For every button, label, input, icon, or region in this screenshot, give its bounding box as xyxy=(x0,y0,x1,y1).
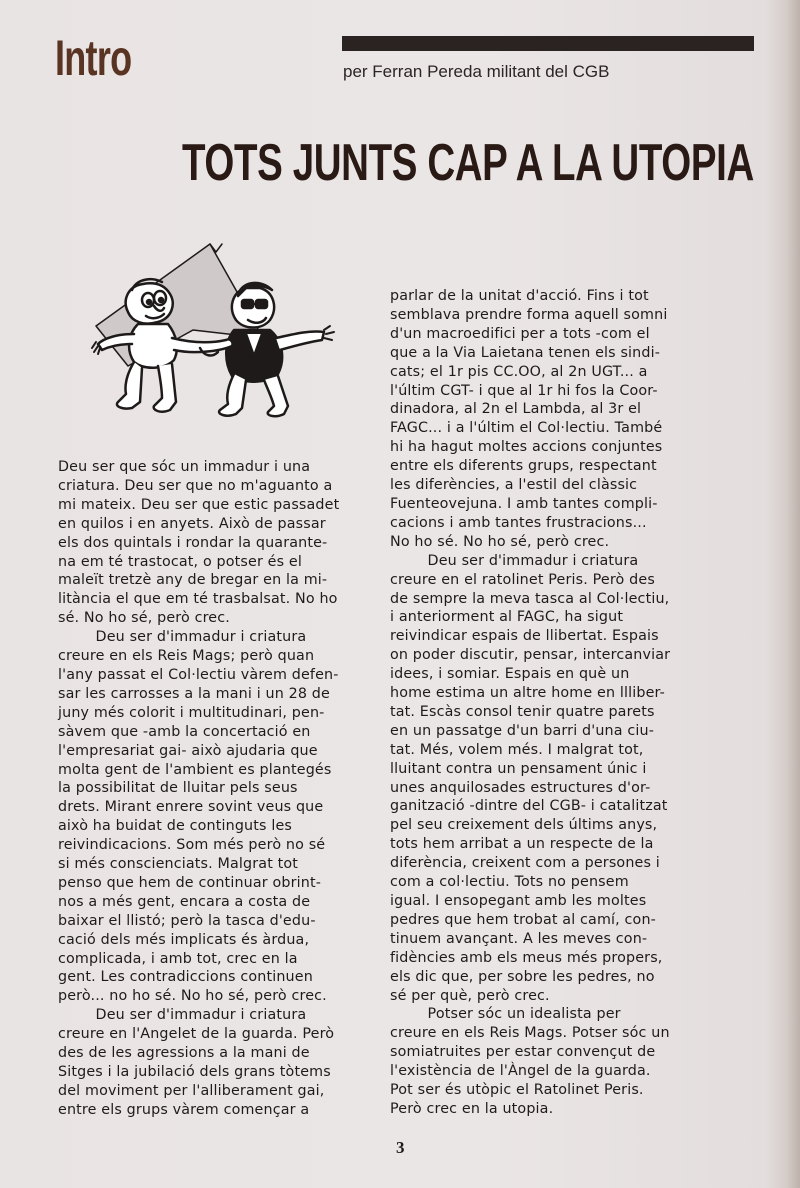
page-binding-shadow xyxy=(766,0,800,1188)
text-line: No ho sé. No ho sé, però crec. xyxy=(390,533,610,550)
text-line: on poder discutir, pensar, intercanviar xyxy=(390,647,671,664)
text-line: idees, i somiar. Espais en què un xyxy=(390,666,630,683)
text-line: entre els diferents grups, respectant xyxy=(390,458,657,475)
text-line: creure en els Reis Mags. Potser sóc un xyxy=(390,1025,670,1042)
header-rule xyxy=(342,36,754,51)
text-line: creure en l'Angelet de la guarda. Però xyxy=(58,1026,335,1043)
text-line: drets. Mirant enrere sovint veus que xyxy=(58,799,324,816)
text-line: tots hem arribat a un respecte de la xyxy=(390,836,654,853)
text-line: l'últim CGT- i que al 1r hi fos la Coor- xyxy=(390,382,658,399)
text-line: l'empresariat gai- això ajudaria que xyxy=(58,742,318,759)
two-cartoon-men-walking-arm-in-arm-icon xyxy=(88,238,350,420)
text-line: sé per què, però crec. xyxy=(390,987,550,1004)
text-line: Sitges i la jubilació dels grans tòtems xyxy=(58,1064,331,1080)
text-line: sàvem que -amb la concertació en xyxy=(58,723,311,740)
text-line: creure en el ratolinet Peris. Però des xyxy=(390,571,655,588)
text-line: l'any passat el Col·lectiu vàrem defen- xyxy=(58,666,339,683)
text-line: d'un macroedifici per a tots -com el xyxy=(390,325,650,342)
text-line: criatura. Deu ser que no m'aguanto a xyxy=(58,477,333,494)
text-line: reivindicacions. Som més però no sé xyxy=(58,837,326,854)
text-line: que a la Via Laietana tenen els sindi- xyxy=(390,344,661,361)
text-line: sé. No ho sé, però crec. xyxy=(58,610,230,627)
text-line: penso que hem de continuar obrint- xyxy=(58,874,322,891)
text-line: de sempre la meva tasca al Col·lectiu, xyxy=(390,590,670,607)
text-line: tinuem avançant. A les meves con- xyxy=(390,930,648,947)
text-line: gent. Les contradiccions continuen xyxy=(58,969,313,986)
text-line: des de les agressions a la mani de xyxy=(58,1045,310,1062)
text-line: home estima un altre home en llliber- xyxy=(390,685,665,702)
text-line: del moviment per l'alliberament gai, xyxy=(58,1082,325,1099)
text-line: Potser sóc un idealista per xyxy=(390,1006,621,1023)
text-line: semblava prendre forma aquell somni xyxy=(390,306,668,323)
text-line: però... no ho sé. No ho sé, però crec. xyxy=(58,988,327,1005)
article-column-right xyxy=(390,287,710,1119)
text-line: litància el que em té trasbalsat. No ho xyxy=(58,591,338,608)
text-line: pel seu creixement dels últims anys, xyxy=(390,817,658,834)
page-number: 3 xyxy=(396,1138,405,1157)
text-line: tat. Escàs consol tenir quatre parets xyxy=(390,703,655,720)
text-line: igual. I ensopegant amb les moltes xyxy=(390,893,647,909)
text-line: maleït tretzè any de bregar en la mi- xyxy=(58,572,328,589)
text-line: ganització -dintre del CGB- i catalitzat xyxy=(390,798,668,815)
text-line: cats; el 1r pis CC.OO, al 2n UGT... a xyxy=(390,363,648,380)
section-label: Intro xyxy=(55,30,132,86)
text-line: pedres que hem trobat al camí, con- xyxy=(390,911,656,928)
text-line: en un passatge d'un barri d'una ciu- xyxy=(390,722,655,739)
text-line: molta gent de l'ambient es plantegés xyxy=(58,761,332,778)
text-line: complicada, i amb tot, crec en la xyxy=(58,950,298,967)
article-column-left xyxy=(58,458,358,1120)
text-line: Deu ser d'immadur i criatura xyxy=(58,629,307,646)
text-line: Deu ser d'immadur i criatura xyxy=(58,1007,307,1024)
text-line: la possibilitat de lluitar pels seus xyxy=(58,780,298,797)
text-line: tat. Més, volem més. I malgrat tot, xyxy=(390,741,644,758)
text-line: FAGC... i a l'últim el Col·lectiu. També xyxy=(390,420,663,437)
text-line: en quilos i en anyets. Això de passar xyxy=(58,515,326,532)
text-line: diferència, creixent com a persones i xyxy=(390,855,660,872)
text-line: Deu ser d'immadur i criatura xyxy=(390,552,639,569)
text-line: baixar el llistó; però la tasca d'edu- xyxy=(58,912,316,929)
text-line: hi ha hagut moltes accions conjuntes xyxy=(390,439,663,456)
text-line: juny més colorit i multitudinari, pen- xyxy=(58,704,325,721)
text-line: els dos quintals i rondar la quarante- xyxy=(58,534,328,551)
text-line: les diferències, a l'estil del clàssic xyxy=(390,477,638,494)
text-line: unes anquilosades estructures d'or- xyxy=(390,779,651,796)
text-line: l'existència de l'Àngel de la guarda. xyxy=(390,1063,651,1080)
text-line: reivindicar espais de llibertat. Espais xyxy=(390,628,659,645)
text-line: sar les carrosses a la mani i un 28 de xyxy=(58,685,330,702)
text-line: els dic que, per sobre les pedres, no xyxy=(390,968,655,985)
text-line: cació dels més implicats és àrdua, xyxy=(58,931,310,948)
text-line: si més conscienciats. Malgrat tot xyxy=(58,856,299,873)
article-headline: TOTS JUNTS CAP A LA UTOPIA xyxy=(182,134,754,192)
text-line: com a col·lectiu. Tots no pensem xyxy=(390,874,629,891)
text-line: Deu ser que sóc un immadur i una xyxy=(58,459,311,475)
text-line: mi mateix. Deu ser que estic passadet xyxy=(58,496,340,513)
text-line: Però crec en la utopia. xyxy=(390,1100,554,1117)
text-line: això ha buidat de continguts les xyxy=(58,818,292,835)
byline: per Ferran Pereda militant del CGB xyxy=(343,62,610,81)
text-line: fidències amb els meus més propers, xyxy=(390,949,663,966)
text-line: i anteriorment al FAGC, ha sigut xyxy=(390,609,624,626)
text-line: cacions i amb tantes frustracions... xyxy=(390,514,647,531)
text-line: creure en els Reis Mags; però quan xyxy=(58,648,315,665)
text-line: na em té trastocat, o potser és el xyxy=(58,553,302,570)
text-line: parlar de la unitat d'acció. Fins i tot xyxy=(390,288,649,304)
text-line: dinadora, al 2n el Lambda, al 3r el xyxy=(390,401,642,418)
text-line: lluitant contra un pensament únic i xyxy=(390,760,647,777)
text-line: entre els grups vàrem començar a xyxy=(58,1101,310,1118)
text-line: somiatruites per estar convençut de xyxy=(390,1044,656,1061)
text-line: nos a més gent, encara a costa de xyxy=(58,893,311,910)
text-line: Pot ser és utòpic el Ratolinet Peris. xyxy=(390,1082,644,1099)
text-line: Fuenteovejuna. I amb tantes compli- xyxy=(390,495,658,512)
